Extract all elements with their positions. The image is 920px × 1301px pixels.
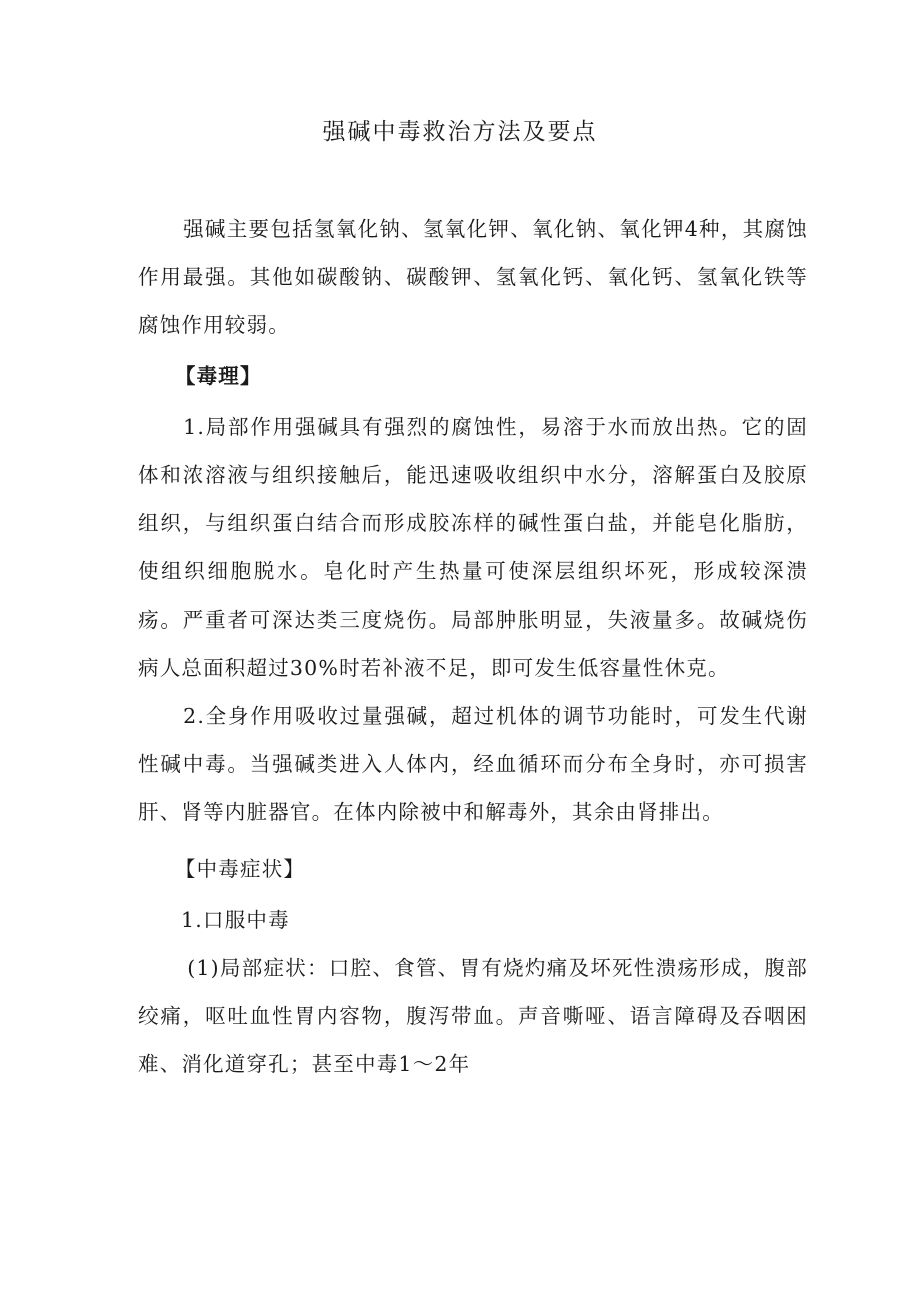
toxicology-heading: 【毒理】 bbox=[174, 363, 262, 388]
toxicology-item-1: 1.局部作用强碱具有强烈的腐蚀性，易溶于水而放出热。它的固体和浓溶液与组织接触后，能迅速吸收组织中水分，溶解蛋白及胶原组织，与组织蛋白结合而形成胶冻样的碱性蛋白盐，并能皂化脂肪，使组织细胞脱水。皂化时产生热量可使深层组织坏死，形成较深溃疡。严重者可深达类三度烧伤。局部肿胀明显，失液量多。故碱烧伤病人总面积超过30%时若补液不足，即可发生低容量性休克。 bbox=[138, 414, 808, 680]
symptoms-item-1-1: (1)局部症状：口腔、食管、胃有烧灼痛及坏死性溃疡形成，腹部绞痛，呕吐血性胃内容物，腹泻带血。声音嘶哑、语言障碍及吞咽困难、消化道穿孔；甚至中毒1～2年 bbox=[138, 956, 808, 1077]
symptoms-heading: 【中毒症状】 bbox=[174, 856, 306, 881]
document-title: 强碱中毒救治方法及要点 bbox=[322, 119, 598, 145]
symptoms-item-1: 1.口服中毒 bbox=[181, 907, 290, 932]
intro-paragraph: 强碱主要包括氢氧化钠、氢氧化钾、氧化钠、氧化钾4种，其腐蚀作用最强。其他如碳酸钠、碳酸钾、氢氧化钙、氧化钙、氢氧化铁等腐蚀作用较弱。 bbox=[138, 217, 808, 338]
toxicology-item-2: 2.全身作用吸收过量强碱，超过机体的调节功能时，可发生代谢性碱中毒。当强碱类进入人体内，经血循环而分布全身时，亦可损害肝、肾等内脏器官。在体内除被中和解毒外，其余由肾排出。 bbox=[138, 704, 808, 825]
document-body bbox=[138, 205, 808, 1089]
